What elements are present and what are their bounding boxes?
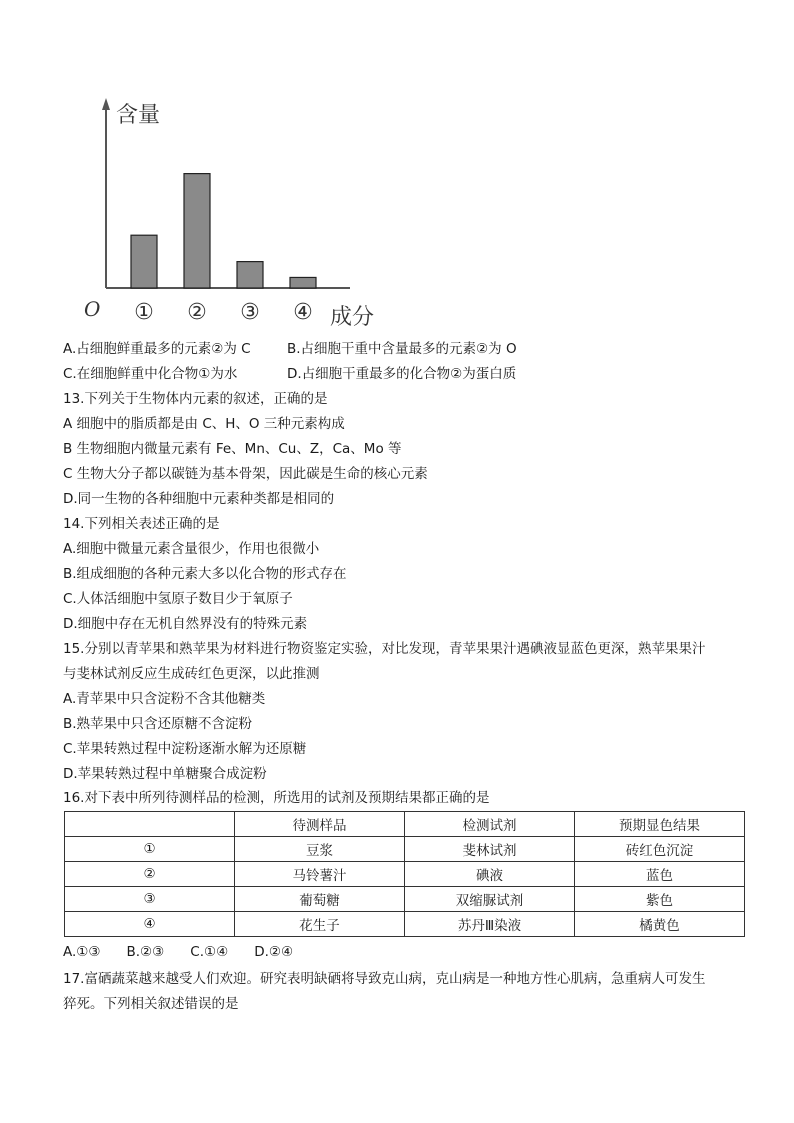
- q14-stem: 14.下列相关表述正确的是: [63, 516, 220, 532]
- q16-answer-options: [63, 944, 319, 960]
- q12-options-row-1: [63, 340, 517, 358]
- table-cell: ④: [65, 912, 235, 937]
- q15-stem-line-1: 15.分别以青苹果和熟苹果为材料进行物资鉴定实验，对比发现，青苹果果汁遇碘液显蓝色更深，熟苹果果汁: [63, 641, 706, 657]
- table-header-row: [65, 812, 745, 837]
- table-header-cell: 检测试剂: [405, 812, 575, 837]
- q14-option-d: D.细胞中存在无机自然界没有的特殊元素: [63, 616, 308, 632]
- origin-label: O: [84, 297, 101, 321]
- element-content-bar-chart: [78, 92, 388, 330]
- table-header-cell: 预期显色结果: [575, 812, 745, 837]
- x-tick-label-3: ③: [240, 300, 260, 325]
- table-cell: 花生子: [235, 912, 405, 937]
- q12-option-c: C.在细胞鲜重中化合物①为水: [63, 366, 238, 382]
- q16-answer-c: C.①④: [190, 944, 229, 960]
- q16-answer-b: B.②③: [126, 944, 165, 960]
- q17-stem-line-1: 17.富硒蔬菜越来越受人们欢迎。研究表明缺硒将导致克山病，克山病是一种地方性心肌病，急重病人可发生: [63, 971, 706, 987]
- q14-option-c: C.人体活细胞中氢原子数目少于氧原子: [63, 591, 293, 607]
- x-axis-label: 成分: [330, 305, 375, 330]
- table-cell: 苏丹Ⅲ染液: [405, 912, 575, 937]
- table-cell: ②: [65, 862, 235, 887]
- q13-option-a: A 细胞中的脂质都是由 C、H、O 三种元素构成: [63, 416, 345, 432]
- q14-option-b: B.组成细胞的各种元素大多以化合物的形式存在: [63, 566, 347, 582]
- table-row: [65, 887, 745, 912]
- q14-option-a: A.细胞中微量元素含量很少，作用也很微小: [63, 541, 320, 557]
- table-header-cell: 待测样品: [235, 812, 405, 837]
- q12-options-row-2: [63, 365, 516, 383]
- table-cell: 砖红色沉淀: [575, 837, 745, 862]
- q12-option-a: A.占细胞鲜重最多的元素②为 C: [63, 341, 251, 357]
- x-tick-label-2: ②: [187, 300, 207, 325]
- bar-1: [131, 235, 157, 288]
- table-row: [65, 862, 745, 887]
- table-row: [65, 837, 745, 862]
- q15-option-c: C.苹果转熟过程中淀粉逐渐水解为还原糖: [63, 741, 307, 757]
- table-cell: ③: [65, 887, 235, 912]
- q15-stem-line-2: 与斐林试剂反应生成砖红色更深，以此推测: [63, 666, 320, 682]
- x-tick-label-1: ①: [134, 300, 154, 325]
- q15-option-b: B.熟苹果中只含还原糖不含淀粉: [63, 716, 253, 732]
- y-axis-arrow: [102, 98, 110, 110]
- q16-table: [64, 811, 745, 937]
- x-tick-label-4: ④: [293, 300, 313, 325]
- y-axis-label: 含量: [116, 103, 161, 128]
- q16-answer-d: D.②④: [254, 944, 294, 960]
- table-cell: ①: [65, 837, 235, 862]
- table-row: [65, 912, 745, 937]
- q12-option-d: D.占细胞干重最多的化合物②为蛋白质: [287, 366, 517, 382]
- q13-option-c: C 生物大分子都以碳链为基本骨架，因此碳是生命的核心元素: [63, 466, 428, 482]
- q17-stem-line-2: 猝死。下列相关叙述错误的是: [63, 996, 239, 1012]
- q12-option-b: B.占细胞干重中含量最多的元素②为 O: [287, 341, 517, 357]
- table-cell: 紫色: [575, 887, 745, 912]
- q15-option-a: A.青苹果中只含淀粉不含其他糖类: [63, 691, 266, 707]
- table-cell: 葡萄糖: [235, 887, 405, 912]
- q13-option-b: B 生物细胞内微量元素有 Fe、Mn、Cu、Z，Ca、Mo 等: [63, 441, 402, 457]
- table-header-cell: [65, 812, 235, 837]
- table-cell: 双缩脲试剂: [405, 887, 575, 912]
- table-cell: 碘液: [405, 862, 575, 887]
- q15-option-d: D.苹果转熟过程中单糖聚合成淀粉: [63, 766, 267, 782]
- table-cell: 马铃薯汁: [235, 862, 405, 887]
- table-cell: 橘黄色: [575, 912, 745, 937]
- q13-stem: 13.下列关于生物体内元素的叙述，正确的是: [63, 391, 328, 407]
- table-cell: 斐林试剂: [405, 837, 575, 862]
- table-cell: 豆浆: [235, 837, 405, 862]
- q13-option-d: D.同一生物的各种细胞中元素种类都是相同的: [63, 491, 335, 507]
- q16-stem: 16.对下表中所列待测样品的检测，所选用的试剂及预期结果都正确的是: [63, 790, 490, 806]
- table-cell: 蓝色: [575, 862, 745, 887]
- bar-3: [237, 262, 263, 288]
- bar-4: [290, 277, 316, 288]
- bar-2: [184, 174, 210, 288]
- q16-answer-a: A.①③: [63, 944, 101, 960]
